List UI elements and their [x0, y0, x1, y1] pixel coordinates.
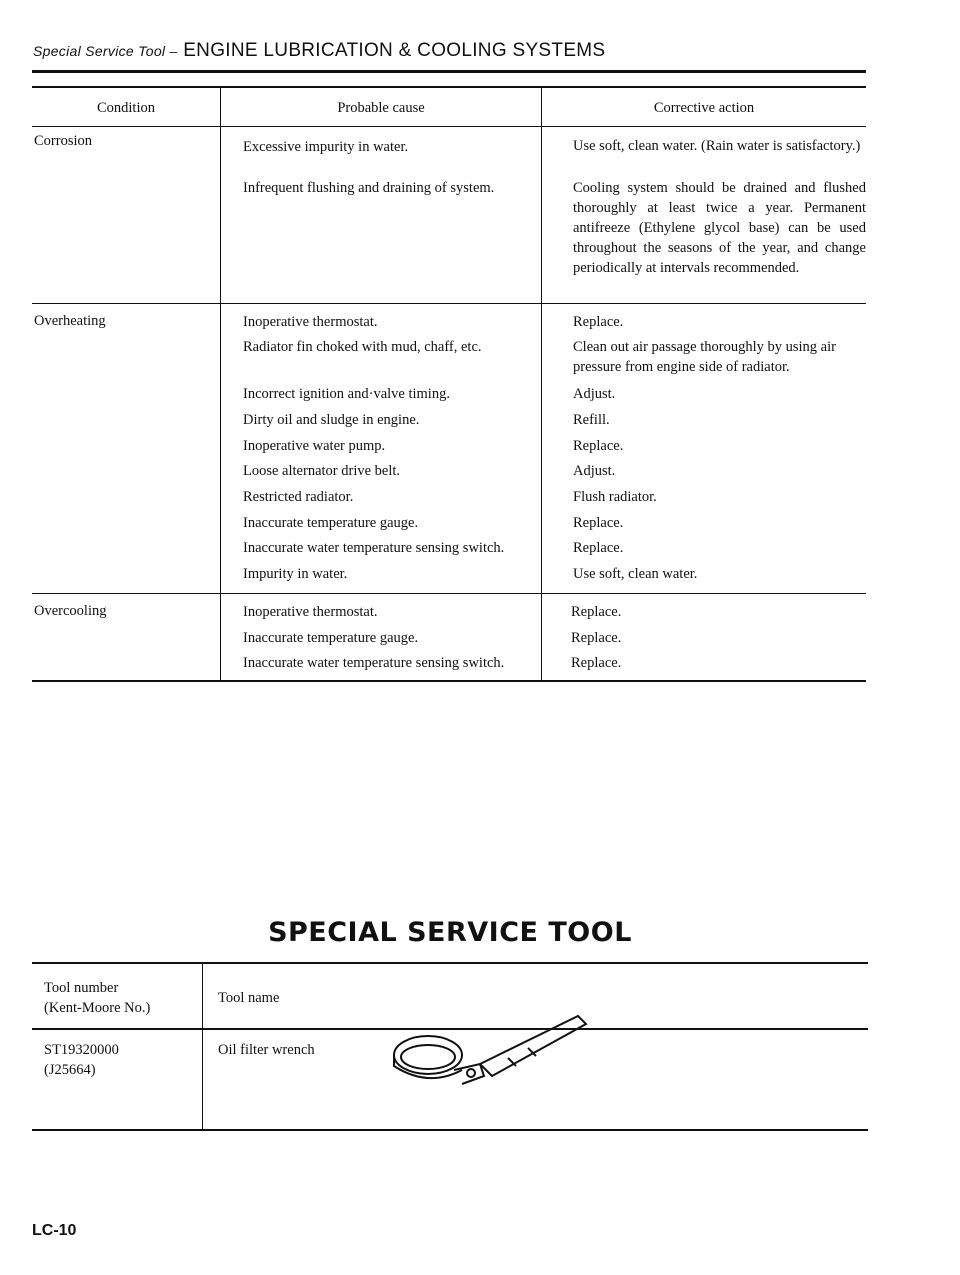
row-divider	[32, 303, 866, 304]
wrench-pivot	[467, 1069, 475, 1077]
action-cell: Replace.	[571, 604, 622, 620]
cause-cell: Inaccurate water temperature sensing switch.	[243, 655, 505, 671]
column-header-condition: Condition	[96, 100, 155, 116]
cause-cell: Dirty oil and sludge in engine.	[243, 412, 420, 428]
kent-moore-number: (J25664)	[44, 1062, 96, 1078]
column-header-tool-number	[44, 978, 200, 1018]
action-cell: Use soft, clean water.	[573, 566, 698, 582]
row-divider	[32, 593, 866, 594]
header-rule	[32, 70, 866, 73]
kent-moore-label: (Kent-Moore No.)	[44, 1000, 151, 1016]
table-top-rule	[32, 86, 866, 88]
special-service-tool-title: SPECIAL SERVICE TOOL	[268, 917, 632, 948]
action-cell: Replace.	[573, 314, 624, 330]
condition-overcooling: Overcooling	[34, 603, 107, 619]
column-header-probable-cause: Probable cause	[337, 100, 425, 116]
cause-cell: Inaccurate temperature gauge.	[243, 515, 419, 531]
column-divider	[220, 86, 221, 682]
action-cell: Replace.	[573, 438, 624, 454]
header-prefix: Special Service Tool –	[33, 43, 178, 59]
condition-overheating: Overheating	[34, 313, 106, 329]
oil-filter-wrench-icon	[388, 1010, 588, 1092]
wrench-band-inner	[401, 1045, 455, 1069]
trouble-diagnosis-table	[32, 86, 866, 682]
action-cell: Flush radiator.	[573, 489, 657, 505]
header-rule-line	[32, 126, 866, 127]
column-header-corrective-action: Corrective action	[653, 100, 755, 116]
action-cell: Cooling system should be drained and flushed thoroughly at least twice a year. Permanent antifreeze (Ethylene glycol base) can be used throughout the seasons of the year, and change periodically at intervals recommended.	[573, 180, 866, 276]
action-cell: Replace.	[573, 515, 624, 531]
cause-cell: Loose alternator drive belt.	[243, 463, 401, 479]
cause-cell: Restricted radiator.	[243, 489, 354, 505]
action-cell: Replace.	[573, 540, 624, 556]
cause-cell: Impurity in water.	[243, 566, 348, 582]
column-divider	[202, 962, 203, 1130]
cause-cell: Excessive impurity in water.	[243, 139, 409, 155]
tool-number-label: Tool number	[44, 980, 119, 996]
cause-cell: Radiator fin choked with mud, chaff, etc.	[243, 339, 482, 355]
condition-corrosion: Corrosion	[34, 133, 92, 149]
page-header	[33, 40, 605, 62]
cause-cell: Infrequent flushing and draining of system.	[243, 180, 495, 196]
cause-cell: Inoperative thermostat.	[243, 314, 378, 330]
header-title: ENGINE LUBRICATION & COOLING SYSTEMS	[183, 40, 606, 61]
wrench-clamp	[454, 1064, 484, 1084]
action-cell: Adjust.	[573, 386, 616, 402]
tool-name: Oil filter wrench	[218, 1042, 315, 1058]
wrench-handle-ridges	[508, 1048, 536, 1066]
cause-cell: Incorrect ignition and·valve timing.	[243, 386, 450, 402]
action-cell: Adjust.	[573, 463, 616, 479]
tool-number-cell	[44, 1040, 200, 1080]
page-number: LC-10	[32, 1222, 77, 1239]
cause-cell: Inaccurate water temperature sensing switch.	[243, 540, 505, 556]
action-cell: Refill.	[573, 412, 610, 428]
tool-number: ST19320000	[44, 1042, 119, 1058]
action-cell: Use soft, clean water. (Rain water is satisfactory.)	[573, 138, 861, 154]
cause-cell: Inoperative thermostat.	[243, 604, 378, 620]
table-top-rule	[32, 962, 868, 964]
action-cell: Replace.	[571, 655, 622, 671]
column-header-tool-name: Tool name	[218, 990, 280, 1006]
wrench-handle	[480, 1016, 586, 1076]
cause-cell: Inoperative water pump.	[243, 438, 386, 454]
action-cell: Replace.	[571, 630, 622, 646]
cause-cell: Inaccurate temperature gauge.	[243, 630, 419, 646]
action-cell: Clean out air passage thoroughly by using air pressure from engine side of radiator.	[573, 339, 836, 375]
column-divider	[541, 86, 542, 682]
table-bottom-rule	[32, 680, 866, 682]
special-service-tool-table	[32, 962, 868, 1132]
table-bottom-rule	[32, 1129, 868, 1131]
